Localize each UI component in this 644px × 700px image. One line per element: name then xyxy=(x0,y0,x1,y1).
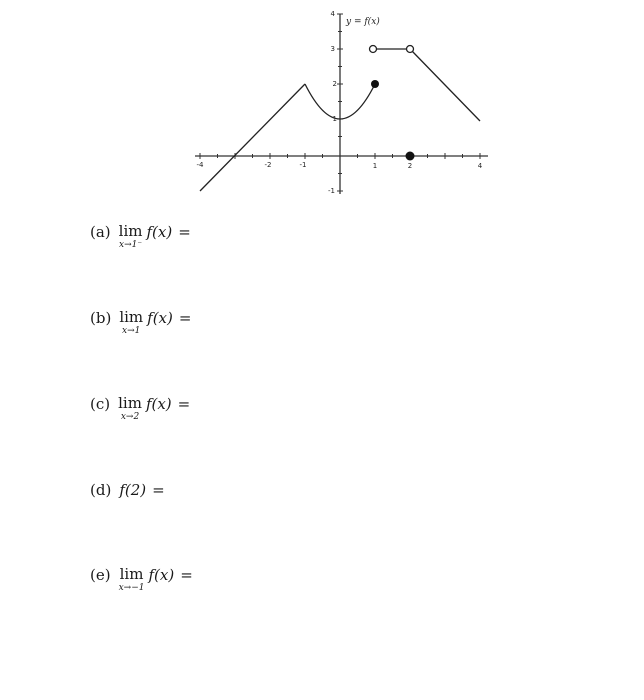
equals-sign: = xyxy=(178,309,192,327)
question-a xyxy=(90,222,191,262)
function-label: y = f(x) xyxy=(346,17,380,27)
y-tick-label: -1 xyxy=(328,187,335,195)
solid-point xyxy=(371,80,379,88)
y-tick-label: 3 xyxy=(330,45,335,53)
right-line-segment xyxy=(412,51,480,121)
question-label: (c) xyxy=(90,395,111,413)
x-tick-label: 2 xyxy=(407,162,413,170)
open-point xyxy=(407,46,414,53)
limit-word: lim xyxy=(119,565,144,583)
x-tick-label: 4 xyxy=(477,162,483,170)
limit-word: lim xyxy=(118,394,142,412)
x-tick-label: -2 xyxy=(264,161,272,169)
y-tick-label: 1 xyxy=(332,115,337,123)
equals-sign: = xyxy=(180,566,193,584)
function-expression: f(x) xyxy=(145,395,172,413)
question-e xyxy=(90,565,193,605)
equals-sign: = xyxy=(177,395,191,413)
x-tick-label: -1 xyxy=(299,161,307,169)
x-tick-label: 1 xyxy=(372,162,378,170)
question-label: (d) xyxy=(90,481,112,499)
equals-sign: = xyxy=(178,223,191,241)
limit-subscript: x→2 xyxy=(120,412,140,422)
limit-operator xyxy=(119,308,143,336)
open-point xyxy=(370,46,377,53)
limit-word: lim xyxy=(118,222,143,240)
equals-sign: = xyxy=(152,481,165,499)
function-expression: f(x) xyxy=(147,309,173,327)
y-tick-label: 2 xyxy=(332,80,337,88)
question-b xyxy=(90,308,191,348)
question-c xyxy=(90,394,190,434)
function-expression: f(2) xyxy=(119,481,147,499)
question-label: (e) xyxy=(90,566,111,584)
left-line-segment xyxy=(200,84,305,191)
limit-operator xyxy=(118,394,142,422)
question-d xyxy=(90,480,165,520)
limit-operator xyxy=(119,222,143,250)
limit-subscript: x→1⁻ xyxy=(119,240,143,250)
x-tick-label: -4 xyxy=(196,161,204,169)
y-tick-label: 4 xyxy=(330,10,335,18)
function-expression: f(x) xyxy=(146,223,173,241)
limit-subscript: x→−1 xyxy=(118,583,145,593)
limit-word: lim xyxy=(119,308,144,326)
limit-operator xyxy=(119,565,145,593)
solid-point xyxy=(406,152,415,161)
question-label: (a) xyxy=(90,223,111,241)
question-label: (b) xyxy=(90,309,112,327)
limit-subscript: x→1 xyxy=(122,326,141,336)
function-expression: f(x) xyxy=(148,566,175,584)
